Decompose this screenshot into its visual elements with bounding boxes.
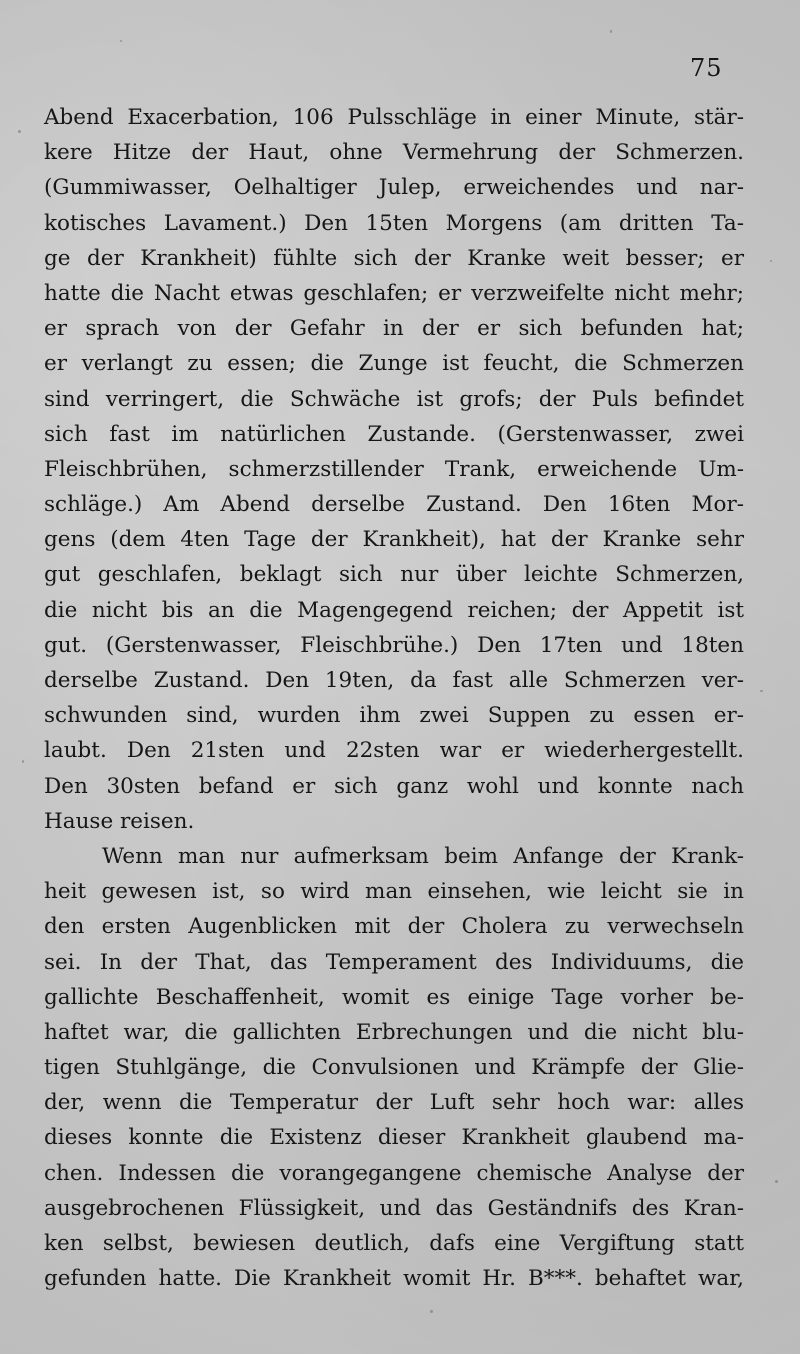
text-line: Fleischbrühen, schmerzstillender Trank, erweichende Um-	[44, 456, 744, 482]
text-line: gut geschlafen, beklagt sich nur über leichte Schmerzen,	[44, 562, 744, 588]
paragraph-first-line: Wenn man nur aufmerksam beim Anfange der Krank-	[102, 843, 744, 869]
text-line: chen. Indessen die vorangegangene chemische Analyse der	[44, 1160, 744, 1186]
text-line: dieses konnte die Existenz dieser Krankheit glaubend ma-	[44, 1125, 744, 1151]
text-line: gens (dem 4ten Tage der Krankheit), hat der Kranke sehr	[44, 527, 744, 553]
paper-speck	[775, 1180, 778, 1183]
text-line: (Gummiwasser, Oelhaltiger Julep, erweichendes und nar-	[44, 175, 744, 201]
paper-speck	[760, 690, 763, 692]
text-line: ausgebrochenen Flüssigkeit, und das Geständnifs des Kran-	[44, 1195, 744, 1221]
text-line: Abend Exacerbation, 106 Pulsschläge in einer Minute, stär-	[44, 105, 744, 130]
text-line: sich fast im natürlichen Zustande. (Gerstenwasser, zwei	[44, 421, 744, 447]
body-text	[44, 100, 744, 1296]
text-line: ken selbst, bewiesen deutlich, dafs eine Vergiftung statt	[44, 1231, 744, 1256]
text-line: laubt. Den 21sten und 22sten war er wiederhergestellt.	[44, 738, 744, 764]
paper-speck	[430, 1310, 433, 1313]
text-line: heit gewesen ist, so wird man einsehen, wie leicht sie in	[44, 879, 744, 905]
text-line: ge der Krankheit) fühlte sich der Kranke weit besser; er	[44, 245, 744, 271]
text-line: den ersten Augenblicken mit der Cholera zu verwechseln	[44, 914, 744, 940]
paper-speck	[18, 130, 21, 133]
text-line: sind verringert, die Schwäche ist grofs; der Puls befindet	[44, 386, 744, 412]
text-line: sei. In der That, das Temperament des Individuums, die	[44, 949, 744, 975]
text-line: gut. (Gerstenwasser, Fleischbrühe.) Den 17ten und 18ten	[44, 632, 744, 658]
text-line: schwunden sind, wurden ihm zwei Suppen zu essen er-	[44, 703, 744, 729]
paper-speck	[770, 260, 772, 262]
text-line: gefunden hatte. Die Krankheit womit Hr. B***. behaftet war,	[44, 1266, 744, 1292]
text-line: er verlangt zu essen; die Zunge ist feucht, die Schmerzen	[44, 351, 744, 377]
text-line: schläge.) Am Abend derselbe Zustand. Den 16ten Mor-	[44, 492, 744, 518]
text-line: derselbe Zustand. Den 19ten, da fast alle Schmerzen ver-	[44, 668, 744, 693]
text-line: haftet war, die gallichten Erbrechungen und die nicht blu-	[44, 1019, 744, 1045]
text-line: tigen Stuhlgänge, die Convulsionen und Krämpfe der Glie-	[44, 1055, 744, 1081]
text-line: der, wenn die Temperatur der Luft sehr hoch war: alles	[44, 1090, 744, 1116]
paper-speck	[610, 30, 612, 33]
text-line: kere Hitze der Haut, ohne Vermehrung der Schmerzen.	[44, 140, 744, 166]
paper-speck	[120, 40, 122, 42]
page-number: 75	[690, 54, 723, 82]
paper-speck	[22, 760, 24, 763]
text-line: gallichte Beschaffenheit, womit es einige Tage vorher be-	[44, 984, 744, 1010]
text-line: er sprach von der Gefahr in der er sich befunden hat;	[44, 316, 744, 342]
text-line: Hause reisen.	[44, 808, 195, 834]
text-line: die nicht bis an die Magengegend reichen; der Appetit ist	[44, 597, 744, 623]
text-line: kotisches Lavament.) Den 15ten Morgens (am dritten Ta-	[44, 210, 744, 236]
text-line: hatte die Nacht etwas geschlafen; er verzweifelte nicht mehr;	[44, 280, 744, 306]
text-line: Den 30sten befand er sich ganz wohl und konnte nach	[44, 773, 744, 799]
